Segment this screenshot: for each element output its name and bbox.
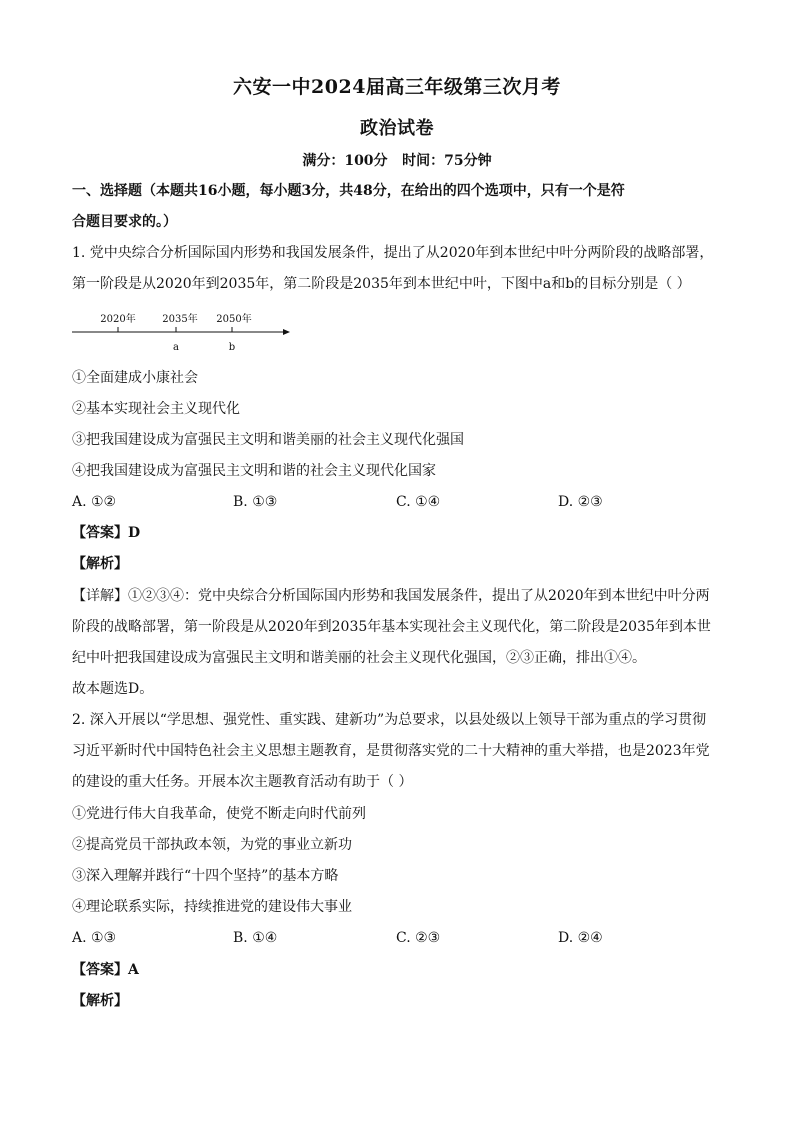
q2-item-2: ②提高党员干部执政本领，为党的事业立新功	[72, 837, 352, 853]
q1-timeline-diagram	[72, 306, 302, 356]
q1-option-a: A. ①②	[72, 494, 117, 510]
q2-item-4: ④理论联系实际，持续推进党的建设伟大事业	[72, 899, 352, 915]
label-2050: 2050年	[216, 314, 252, 325]
q1-item-3: ③把我国建设成为富强民主文明和谐美丽的社会主义现代化强国	[72, 432, 464, 448]
q1-detail-line1: 【详解】①②③④：党中央综合分析国际国内形势和我国发展条件，提出了从2020年到本世纪中叶分两	[72, 588, 710, 604]
q1-stem-line1: 1. 党中央综合分析国际国内形势和我国发展条件，提出了从2020年到本世纪中叶分两阶段的战略部署，	[72, 245, 714, 261]
q1-stem-line2: 第一阶段是从2020年到2035年，第二阶段是2035年到本世纪中叶，下图中a和b的目标分别是（ ）	[72, 276, 691, 292]
exam-info: 满分：100分 时间：75分钟	[302, 153, 492, 169]
q2-stem-line2: 习近平新时代中国特色社会主义思想主题教育，是贯彻落实党的二十大精神的重大举措，也是2023年党	[72, 743, 710, 759]
q1-detail-line2: 阶段的战略部署，第一阶段是从2020年到2035年基本实现社会主义现代化，第二阶段是2035年到本世	[72, 619, 711, 635]
q2-option-c: C. ②③	[396, 930, 441, 946]
section-heading-line1: 一、选择题（本题共16小题，每小题3分，共48分，在给出的四个选项中，只有一个是符	[72, 183, 625, 199]
q1-item-4: ④把我国建设成为富强民主文明和谐的社会主义现代化国家	[72, 463, 436, 479]
section-heading-line2: 合题目要求的。）	[72, 214, 177, 230]
q1-conclusion: 故本题选D。	[72, 681, 154, 697]
label-2020: 2020年	[100, 314, 136, 325]
q1-option-c: C. ①④	[396, 494, 441, 510]
timeline-arrow-icon	[283, 329, 290, 335]
q2-option-b: B. ①④	[233, 930, 278, 946]
label-2035: 2035年	[162, 314, 198, 325]
label-b: b	[228, 342, 236, 353]
q2-stem-line3: 的建设的重大任务。开展本次主题教育活动有助于（ ）	[72, 774, 413, 790]
q1-item-1: ①全面建成小康社会	[72, 370, 198, 386]
q1-item-2: ②基本实现社会主义现代化	[72, 401, 240, 417]
exam-subject: 政治试卷	[360, 118, 434, 139]
q1-analysis: 【解析】	[72, 556, 128, 572]
q2-item-1: ①党进行伟大自我革命，使党不断走向时代前列	[72, 806, 366, 822]
q2-analysis: 【解析】	[72, 993, 128, 1009]
q2-option-a: A. ①③	[72, 930, 117, 946]
q2-answer: 【答案】A	[72, 962, 139, 978]
q2-item-3: ③深入理解并践行“十四个坚持”的基本方略	[72, 868, 339, 884]
q1-answer: 【答案】D	[72, 525, 141, 541]
q2-stem-line1: 2. 深入开展以“学思想、强党性、重实践、建新功”为总要求，以县处级以上领导干部为重点的学习贯彻	[72, 712, 707, 728]
q1-detail-line3: 纪中叶把我国建设成为富强民主文明和谐美丽的社会主义现代化强国，②③正确，排出①④。	[72, 650, 646, 666]
q2-option-d: D. ②④	[558, 930, 603, 946]
exam-title: 六安一中2024届高三年级第三次月考	[233, 76, 561, 98]
q1-option-b: B. ①③	[233, 494, 278, 510]
q1-option-d: D. ②③	[558, 494, 603, 510]
label-a: a	[173, 342, 179, 353]
